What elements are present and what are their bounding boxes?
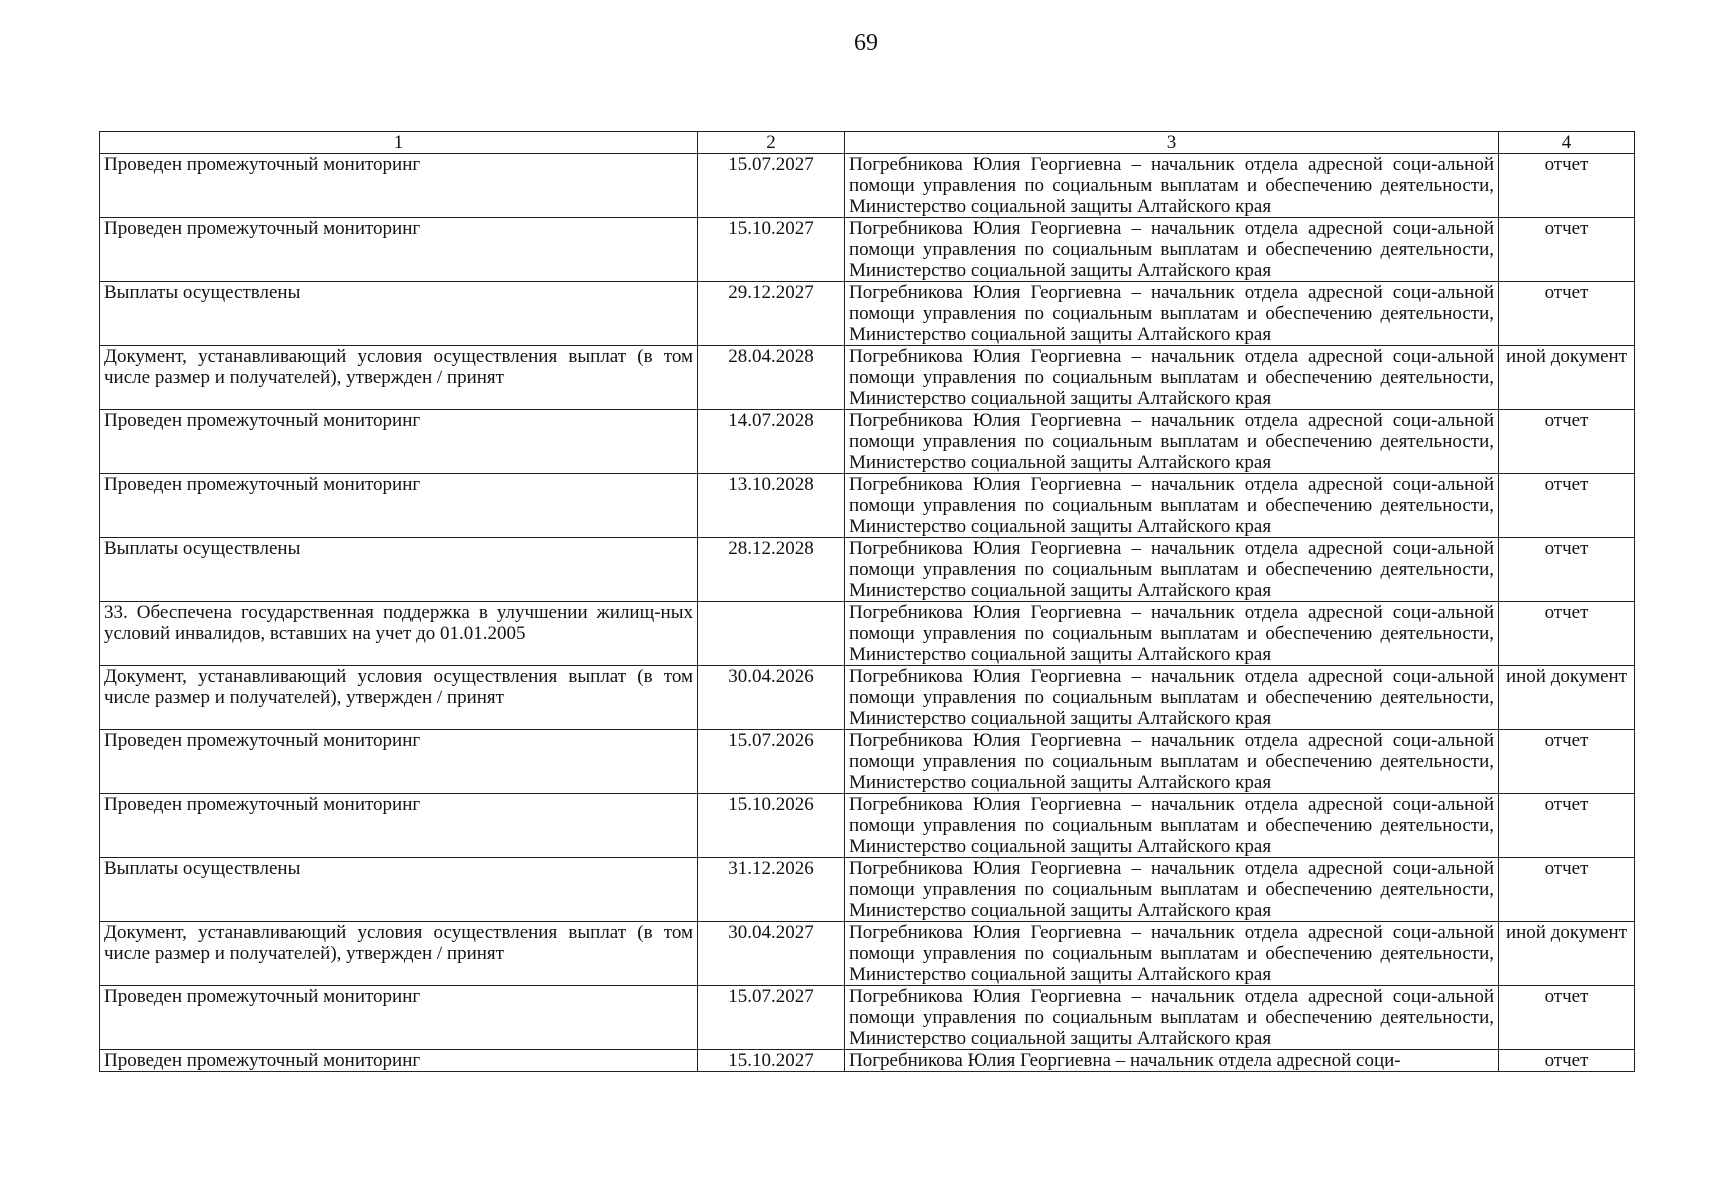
event-description: Выплаты осуществлены: [100, 282, 698, 346]
event-date: 15.07.2026: [698, 730, 845, 794]
event-date: 28.04.2028: [698, 346, 845, 410]
event-date: 15.10.2027: [698, 1050, 845, 1072]
table-row: [100, 218, 1635, 282]
table-row: [100, 1050, 1635, 1072]
responsible-person-text: Погребникова Юлия Георгиевна – начальник отдела адресной соци-: [849, 1050, 1401, 1071]
table-row: [100, 922, 1635, 986]
table-row: [100, 410, 1635, 474]
column-header-1: 1: [100, 132, 698, 154]
event-date: 13.10.2028: [698, 474, 845, 538]
event-description: Проведен промежуточный мониторинг: [100, 730, 698, 794]
event-date: 15.10.2027: [698, 218, 845, 282]
document-type: отчет: [1499, 282, 1635, 346]
event-date: 30.04.2027: [698, 922, 845, 986]
table-row: [100, 154, 1635, 218]
event-date: 28.12.2028: [698, 538, 845, 602]
responsible-person: Погребникова Юлия Георгиевна – начальник отдела адресной соци-альной помощи управления по социальным выплатам и обеспечению деятельности, Министерство социальной защиты Алтайского края: [845, 474, 1499, 538]
event-description: Выплаты осуществлены: [100, 858, 698, 922]
event-date: 31.12.2026: [698, 858, 845, 922]
responsible-person: Погребникова Юлия Георгиевна – начальник отдела адресной соци-альной помощи управления по социальным выплатам и обеспечению деятельности, Министерство социальной защиты Алтайского края: [845, 986, 1499, 1050]
responsible-person: Погребникова Юлия Георгиевна – начальник отдела адресной соци-альной помощи управления по социальным выплатам и обеспечению деятельности, Министерство социальной защиты Алтайского края: [845, 730, 1499, 794]
table-row: [100, 794, 1635, 858]
responsible-person: [845, 1050, 1499, 1072]
event-description: Проведен промежуточный мониторинг: [100, 986, 698, 1050]
document-type: отчет: [1499, 410, 1635, 474]
column-header-4: 4: [1499, 132, 1635, 154]
document-type: отчет: [1499, 218, 1635, 282]
event-description: Документ, устанавливающий условия осуществления выплат (в том числе размер и получателей), утвержден / принят: [100, 346, 698, 410]
document-type: отчет: [1499, 154, 1635, 218]
document-type: иной документ: [1499, 666, 1635, 730]
column-header-3: 3: [845, 132, 1499, 154]
document-type: отчет: [1499, 986, 1635, 1050]
event-description: Проведен промежуточный мониторинг: [100, 218, 698, 282]
responsible-person: Погребникова Юлия Георгиевна – начальник отдела адресной соци-альной помощи управления по социальным выплатам и обеспечению деятельности, Министерство социальной защиты Алтайского края: [845, 922, 1499, 986]
table-body: [100, 154, 1635, 1072]
table-row: [100, 666, 1635, 730]
event-date: 15.07.2027: [698, 986, 845, 1050]
event-date: 15.10.2026: [698, 794, 845, 858]
table-row: [100, 730, 1635, 794]
event-date: 29.12.2027: [698, 282, 845, 346]
column-header-2: 2: [698, 132, 845, 154]
table-row: [100, 858, 1635, 922]
responsible-person: Погребникова Юлия Георгиевна – начальник отдела адресной соци-альной помощи управления по социальным выплатам и обеспечению деятельности, Министерство социальной защиты Алтайского края: [845, 858, 1499, 922]
responsible-person: Погребникова Юлия Георгиевна – начальник отдела адресной соци-альной помощи управления по социальным выплатам и обеспечению деятельности, Министерство социальной защиты Алтайского края: [845, 666, 1499, 730]
responsible-person: Погребникова Юлия Георгиевна – начальник отдела адресной соци-альной помощи управления по социальным выплатам и обеспечению деятельности, Министерство социальной защиты Алтайского края: [845, 538, 1499, 602]
document-type: иной документ: [1499, 922, 1635, 986]
event-description: Проведен промежуточный мониторинг: [100, 794, 698, 858]
document-type: отчет: [1499, 858, 1635, 922]
table-row: [100, 474, 1635, 538]
event-date: 30.04.2026: [698, 666, 845, 730]
event-description: Проведен промежуточный мониторинг: [100, 154, 698, 218]
document-type: отчет: [1499, 538, 1635, 602]
event-date: 15.07.2027: [698, 154, 845, 218]
table-header: [100, 132, 1635, 154]
event-date: 14.07.2028: [698, 410, 845, 474]
table-row: [100, 602, 1635, 666]
document-type: иной документ: [1499, 346, 1635, 410]
document-type: отчет: [1499, 602, 1635, 666]
header-row: [100, 132, 1635, 154]
event-description: Выплаты осуществлены: [100, 538, 698, 602]
responsible-person: Погребникова Юлия Георгиевна – начальник отдела адресной соци-альной помощи управления по социальным выплатам и обеспечению деятельности, Министерство социальной защиты Алтайского края: [845, 154, 1499, 218]
events-table: [99, 131, 1635, 1072]
event-description: Проведен промежуточный мониторинг: [100, 474, 698, 538]
event-description: Документ, устанавливающий условия осуществления выплат (в том числе размер и получателей), утвержден / принят: [100, 922, 698, 986]
event-description: Проведен промежуточный мониторинг: [100, 410, 698, 474]
responsible-person: Погребникова Юлия Георгиевна – начальник отдела адресной соци-альной помощи управления по социальным выплатам и обеспечению деятельности, Министерство социальной защиты Алтайского края: [845, 218, 1499, 282]
table-row: [100, 986, 1635, 1050]
table-row: [100, 346, 1635, 410]
document-type: отчет: [1499, 474, 1635, 538]
responsible-person: Погребникова Юлия Георгиевна – начальник отдела адресной соци-альной помощи управления по социальным выплатам и обеспечению деятельности, Министерство социальной защиты Алтайского края: [845, 346, 1499, 410]
page-number: 69: [854, 30, 878, 56]
table-row: [100, 538, 1635, 602]
document-type: отчет: [1499, 730, 1635, 794]
event-description: Проведен промежуточный мониторинг: [100, 1050, 698, 1072]
responsible-person: Погребникова Юлия Георгиевна – начальник отдела адресной соци-альной помощи управления по социальным выплатам и обеспечению деятельности, Министерство социальной защиты Алтайского края: [845, 602, 1499, 666]
event-date: [698, 602, 845, 666]
document-type: отчет: [1499, 794, 1635, 858]
event-description: Документ, устанавливающий условия осуществления выплат (в том числе размер и получателей), утвержден / принят: [100, 666, 698, 730]
responsible-person: Погребникова Юлия Георгиевна – начальник отдела адресной соци-альной помощи управления по социальным выплатам и обеспечению деятельности, Министерство социальной защиты Алтайского края: [845, 410, 1499, 474]
responsible-person: Погребникова Юлия Георгиевна – начальник отдела адресной соци-альной помощи управления по социальным выплатам и обеспечению деятельности, Министерство социальной защиты Алтайского края: [845, 794, 1499, 858]
responsible-person: Погребникова Юлия Георгиевна – начальник отдела адресной соци-альной помощи управления по социальным выплатам и обеспечению деятельности, Министерство социальной защиты Алтайского края: [845, 282, 1499, 346]
table-row: [100, 282, 1635, 346]
document-type: отчет: [1499, 1050, 1635, 1072]
event-description: 33. Обеспечена государственная поддержка в улучшении жилищ-ных условий инвалидов, вставших на учет до 01.01.2005: [100, 602, 698, 666]
